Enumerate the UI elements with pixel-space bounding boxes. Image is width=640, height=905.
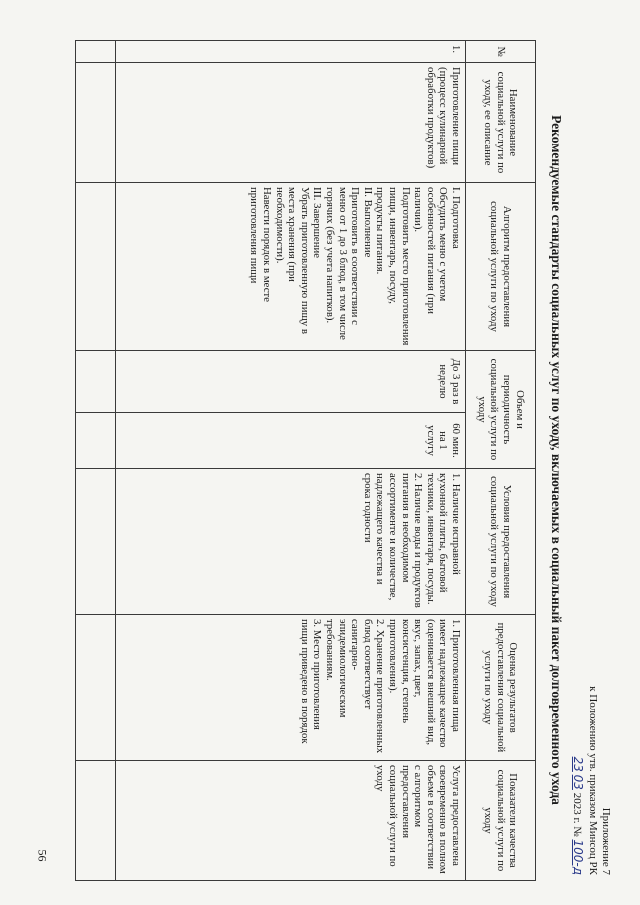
empty-cell [76,351,116,413]
cell-service-name: Приготовление пищи (процесс кулинарной обработки продуктов) [116,63,466,183]
cell-number: 1. [116,41,466,63]
header-frequency: Объем и периодичность социальной услуги по уходу [466,351,536,469]
cell-frequency: До 3 раз в неделю [116,351,466,413]
date-month: 03 [571,774,585,790]
order-number: 100-д [571,839,585,875]
date-day: 23 [571,756,585,772]
standards-table [75,40,536,881]
appendix-line-2: к Положению утв. приказом Минсоц РК [587,686,599,875]
empty-cell [76,41,116,63]
appendix-header [570,625,612,875]
appendix-date-line [570,625,584,875]
document-title: Рекомендуемые стандарты социальных услуг по уходу, включаемых в социальный пакет долговременного ухода [549,115,564,805]
empty-cell [76,615,116,761]
cell-conditions: 1. Наличие исправной кухонной плиты, бытовой техники, инвентаря, посуды. 2. Наличие воды и продуктов питания в необходимом ассортименте и количестве, надлежащего качества и срока годности [116,469,466,615]
page-number: 56 [35,849,50,862]
cell-duration: 60 мин. на 1 услугу [116,413,466,469]
header-service-name: Наименование социальной услуги по уходу, ее описание [466,63,536,183]
empty-cell [76,469,116,615]
cell-evaluation: 1. Приготовленная пища имеет надлежащее качество (оценивается внешний вид, вкус, запах, цвет, консистенция, степень приготовления). 2. Хранение приготовленных блюд соответствует санитарно-эпидемиологическим требованиям. 3. Место приготовления пищи приведено в порядок [116,615,466,761]
date-year: 2023 г. № [571,792,583,837]
header-number: № [466,41,536,63]
empty-cell [76,413,116,469]
cell-algorithm: I. Подготовка Обсудить меню с учетом особенностей питания (при наличии). Подготовить место приготовления пищи, инвентарь, посуду, продукты питания. II. Выполнение Приготовить в соответствии с меню от 1 до 3 блюд, в том числе горячих (без учета напитков). III. Завершение Убрать приготовленную пищу в места хранения (при необходимости). Навести порядок в месте приготовления пищи [116,183,466,351]
table-empty-row [76,41,116,881]
empty-cell [76,63,116,183]
table-header-row [466,41,536,881]
appendix-line-1: Приложение 7 [600,807,612,875]
table-row [116,41,466,881]
empty-cell [76,761,116,881]
empty-cell [76,183,116,351]
header-quality: Показатели качества социальной услуги по уходу [466,761,536,881]
rotated-page-content [20,20,620,885]
header-algorithm: Алгоритм предоставления социальной услуги по уходу [466,183,536,351]
header-evaluation: Оценка результатов предоставления социальной услуги по уходу [466,615,536,761]
cell-quality: Услуга предоставлена своевременно в полном объеме в соответствии с алгоритмом предоставления социальной услуги по уходу [116,761,466,881]
header-conditions: Условия предоставления социальной услуги по уходу [466,469,536,615]
